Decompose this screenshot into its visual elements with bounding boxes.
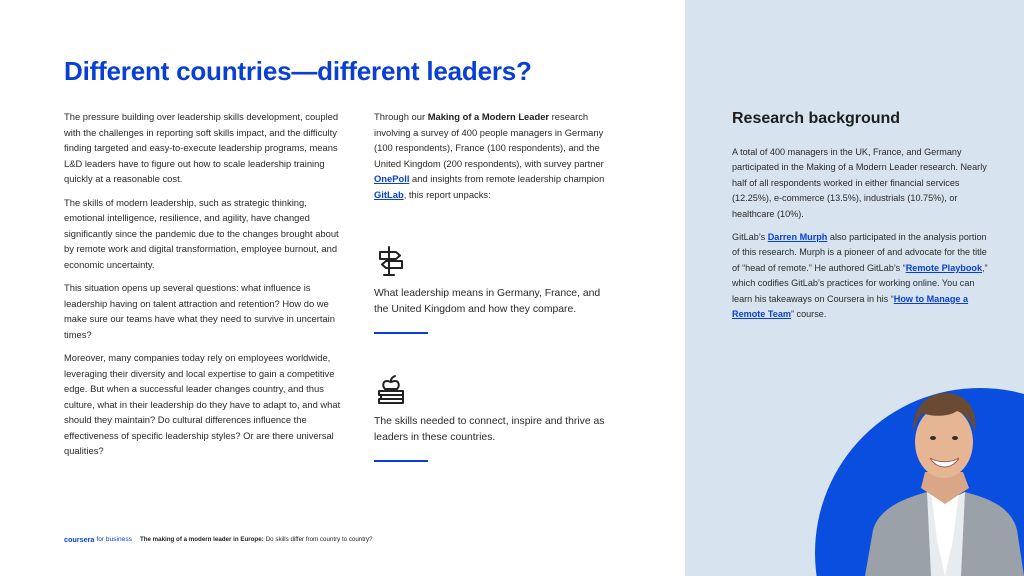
divider [374, 332, 428, 334]
paragraph: This situation opens up several questions: what influence is leadership having on talent attraction and retention? How do we make sure our teams have what they need to survive in uncertain times? [64, 282, 335, 340]
remote-team-course-link[interactable]: How to Manage a Remote Team [732, 293, 969, 320]
paragraph: Moreover, many companies today rely on employees worldwide, leveraging their diversity and local expertise to gain a competitive edge. But when a successful leader changes country, and thus culture, what in their leadership do they have to adapt to, and what should they maintain? Do cultural differences influence the effectiveness of specific leadership styles? Or are there universal qualities? [64, 352, 341, 456]
speaker-photo [865, 380, 1024, 576]
intro-text-column [64, 109, 346, 467]
research-background-panel [685, 0, 1024, 576]
onepoll-link[interactable]: OnePoll [374, 173, 410, 184]
divider [374, 460, 428, 462]
coursera-logo: coursera [64, 535, 95, 544]
paragraph: The pressure building over leadership skills development, coupled with the challenges in reporting soft skills impact, and the difficulty finding targeted and easy-to-execute leadership programs, means L&D leaders have to figure out how to scale leadership training quickly at a reasonable cost. [64, 111, 339, 184]
research-intro-column [374, 109, 618, 210]
panel-body [732, 145, 992, 330]
feature-text: The skills needed to connect, inspire and thrive as leaders in these countries. [374, 416, 605, 443]
apple-books-icon [374, 372, 408, 406]
signpost-icon [374, 244, 408, 278]
report-subtitle: Do skills differ from country to country? [265, 536, 373, 543]
footer [64, 535, 373, 544]
research-intro-paragraph: Through our Making of a Modern Leader research involving a survey of 400 people managers in Germany (100 respondents), France (100 respondents), and the United Kingdom (200 respondents), with survey partner OnePoll and insights from remote leadership champion GitLab, this report unpacks: [374, 111, 605, 200]
report-name: Making of a Modern Leader [427, 111, 550, 122]
paragraph: The skills of modern leadership, such as strategic thinking, emotional intelligence, resilience, and agility, have changed significantly since the pandemic due to the changes brought about by remote work and digital transformation, employee burnout, and economic uncertainty. [64, 196, 339, 270]
feature-text: What leadership means in Germany, France, and the United Kingdom and how they compare. [374, 288, 601, 315]
remote-playbook-link[interactable]: Remote Playbook [905, 262, 983, 273]
coursera-logo-subtitle: for business [96, 536, 132, 543]
panel-paragraph: GitLab’s Darren Murph also participated in the analysis portion of this research. Murph is a pioneer of and advocate for the title of “head of remote.” He authored GitLab’s “Remote Playbook,” which codifies GitLab’s practices for working online. You can learn his takeaways on Coursera in his “How to Manage a Remote Team” course. [732, 232, 988, 320]
panel-paragraph: A total of 400 managers in the UK, France, and Germany participated in the Making of a Modern Leader research. Nearly half of all respondents worked in either financial services (12.25%), e-commerce (13.5%), industrials (10.75%), or healthcare (10%). [732, 147, 987, 219]
darren-murph-link[interactable]: Darren Murph [767, 232, 828, 243]
panel-title: Research background [732, 110, 901, 127]
report-title: The making of a modern leader in Europe: [139, 536, 264, 543]
feature-item [374, 372, 614, 462]
gitlab-link[interactable]: GitLab [374, 188, 404, 200]
page-title: Different countries—different leaders? [64, 56, 532, 86]
feature-item [374, 244, 614, 334]
